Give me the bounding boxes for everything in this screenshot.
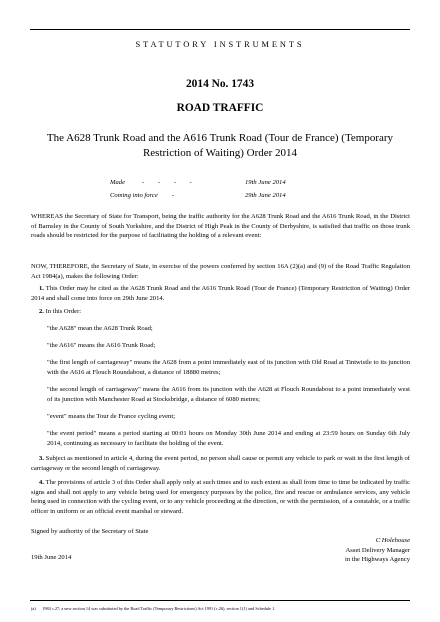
coming-into-force-row [0, 192, 440, 202]
article-2 [31, 307, 410, 317]
signature-date: 19th June 2014 [31, 554, 72, 561]
order-title: The A628 Trunk Road and the A616 Trunk Road (Tour de France) (Temporary Restriction of Waiting) Order 2014 [46, 132, 394, 159]
signatory-name: C Holehouse [375, 537, 410, 544]
top-rule [30, 29, 410, 30]
definition-a628: "the A628" mean the A628 Trunk Road; [47, 325, 153, 332]
article-1-text: This Order may be cited as the A628 Trunk Road and the A616 Trunk Road (Tour de France) (Temporary Restriction of Waiting) Order 2014 and shall come into force on 29th June 2014. [31, 285, 410, 302]
article-3-text: Subject as mentioned in article 4, during the event period, no person shall cause or permit any vehicle to park or wait in the first length of carriageway or the second length of carriageway. [31, 455, 410, 472]
coming-into-force-label: Coming into force [110, 192, 158, 199]
article-2-number: 2. [39, 308, 44, 315]
made-label: Made [110, 179, 126, 186]
signatory-block [270, 536, 410, 565]
article-4-text: The provisions of article 3 of this Order shall apply only at such times and to such extent as shall from time to time be indicated by traffic signs and shall not apply to any vehicle being used for emergency purposes by the police, fire and rescue or ambulance services, any vehicle being used in connection with the cycling event, or to any vehicle proceeding at the direction, or with the permission, of a constable, or a traffic officer in uniform or an official event marshal or steward. [31, 479, 411, 516]
signatory-agency: in the Highways Agency [344, 556, 410, 564]
footnote-rule [30, 600, 410, 601]
article-1-number: 1. [39, 285, 44, 292]
coming-into-force-date: 29th June 2014 [245, 192, 286, 199]
now-therefore-paragraph: NOW, THEREFORE, the Secretary of State, in exercise of the powers conferred by section 16A (2)(a) and (9) of the Road Traffic Regulation Act 1984(a), makes the following Order: [31, 263, 410, 280]
footnote: (a) 1984 c.27; a new section 14 was substituted by the Road Traffic (Temporary Restrictions) Act 1991 (c.26), section 1(1) and Schedule 1. [31, 606, 276, 611]
whereas-paragraph: WHEREAS the Secretary of State for Transport, being the traffic authority for the A628 Trunk Road and the A616 Trunk Road, in the District of Barnsley in the County of South Yorkshire, and the District of High Peak in the County of Derbyshire, is satisfied that traffic on those trunk roads should be restricted for the purpose of facilitating the holding of a relevant event: [31, 213, 410, 240]
signatory-role: Asset Delivery Manager [345, 546, 410, 554]
definition-first-length: "the first length of carriageway" means the A628 from a point immediately east of its junction with Old Road at Tintwistle to its junction with the A616 at Flouch Roundabout, a distance of 18880 metres; [47, 359, 410, 376]
signed-by-line: Signed by authority of the Secretary of State [31, 528, 149, 535]
definition-event-period: "the event period" means a period starting at 00:01 hours on Monday 30th June 2014 and ending at 23:59 hours on Sunday 6th July 2014, continuing as necessary to facilitate the holding of the event. [47, 430, 410, 447]
definition-a616: "the A616" means the A616 Trunk Road; [47, 342, 156, 349]
article-1 [31, 284, 410, 303]
made-dots: - - - - [142, 179, 198, 186]
subject-heading: ROAD TRAFFIC [176, 102, 264, 114]
article-3-number: 3. [39, 455, 44, 462]
article-2-text: In this Order: [45, 308, 82, 315]
article-3 [31, 454, 410, 473]
made-date: 19th June 2014 [245, 179, 286, 186]
article-4 [31, 478, 410, 517]
series-heading: STATUTORY INSTRUMENTS [135, 40, 305, 49]
definition-event: "event" means the Tour de France cycling event; [47, 413, 176, 420]
article-4-number: 4. [39, 479, 44, 486]
coming-dots: - [172, 192, 181, 199]
instrument-number: 2014 No. 1743 [185, 78, 255, 90]
definition-second-length: "the second length of carriageway" means the A616 from its junction with the A628 at Flouch Roundabout to a point immediately west of its junction with Manchester Road at Stocksbridge, a distance of 6080 metres; [47, 386, 410, 403]
made-row [0, 179, 440, 189]
